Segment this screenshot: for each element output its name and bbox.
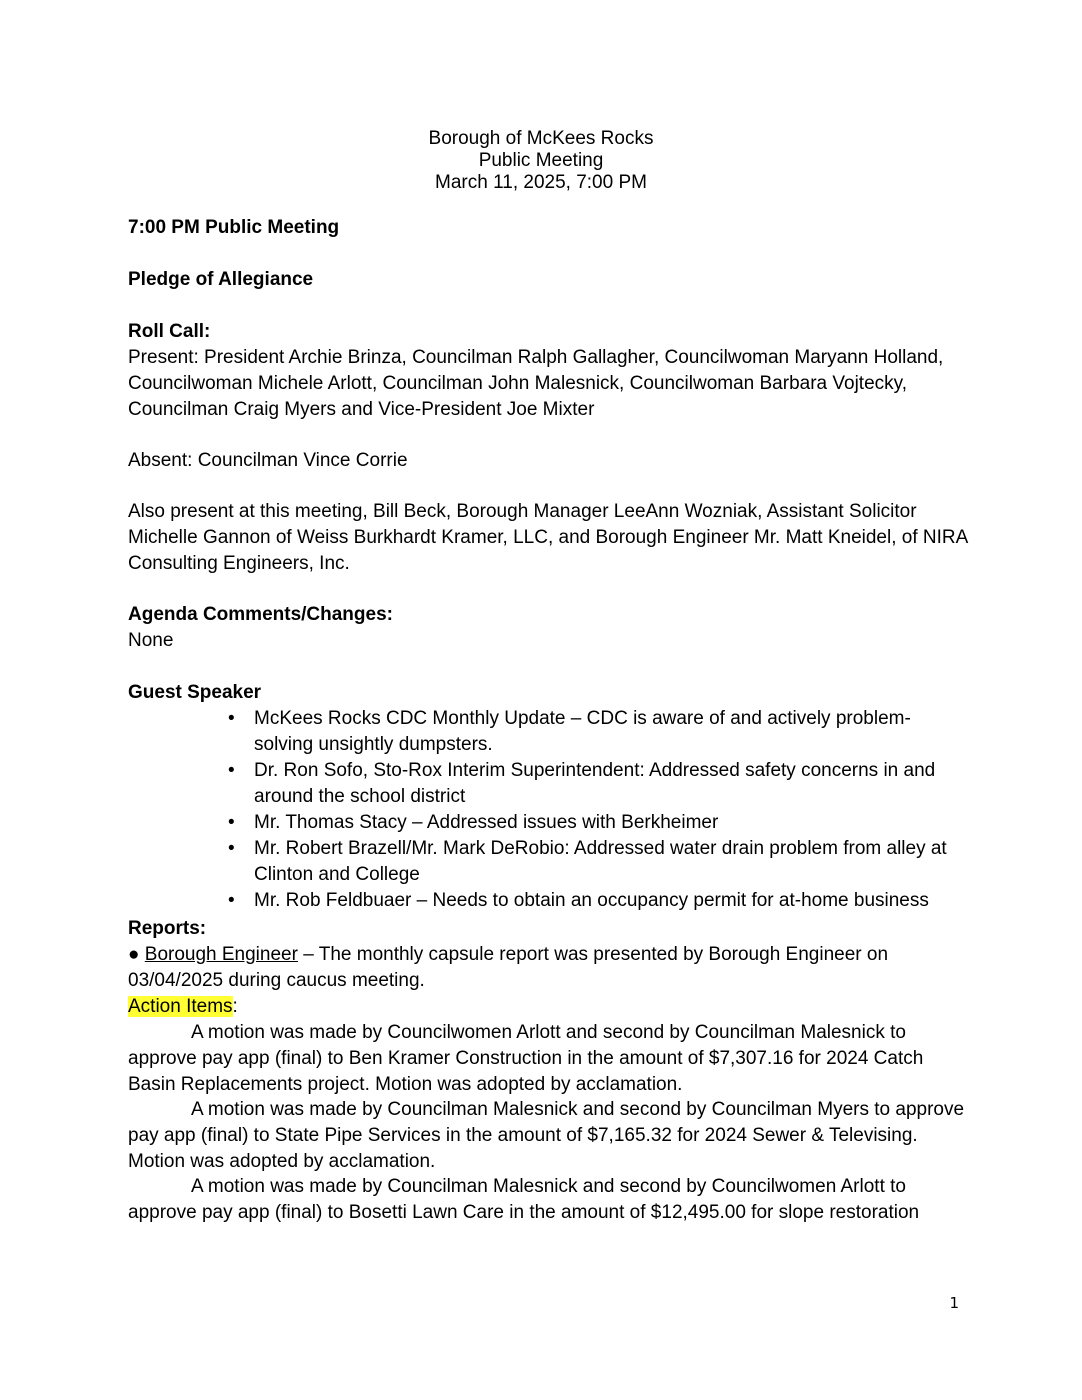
action-items-heading [128, 994, 968, 1020]
meeting-type: Public Meeting [478, 150, 604, 171]
absent-members: Absent: Councilman Vince Corrie [128, 450, 408, 471]
document-header [0, 128, 1082, 194]
public-meeting-heading: 7:00 PM Public Meeting [128, 217, 340, 238]
pledge-heading: Pledge of Allegiance [128, 269, 314, 290]
agenda-heading: Agenda Comments/Changes: [128, 604, 393, 625]
motion-paragraph: A motion was made by Councilman Malesnick and second by Councilman Myers to approve pay app (final) to State Pipe Services in the amount of $7,165.32 for 2024 Sewer & Televising. Motion was adopted by acclamation. [128, 1099, 965, 1172]
list-item: • Mr. Rob Feldbuaer – Needs to obtain an occupancy permit for at-home business [228, 888, 968, 914]
report-bullet: ● [128, 944, 140, 965]
meeting-date: March 11, 2025, 7:00 PM [435, 172, 647, 193]
list-item: • McKees Rocks CDC Monthly Update – CDC is aware of and actively problem-solving unsightly dumpsters. [228, 706, 968, 758]
also-present: Also present at this meeting, Bill Beck, Borough Manager LeeAnn Wozniak, Assistant Solicitor Michelle Gannon of Weiss Burkhardt Kramer, LLC, and Borough Engineer Mr. Matt Kneidel, of NIRA Consulting Engineers, Inc. [128, 501, 968, 574]
action-items-colon: : [232, 996, 238, 1017]
borough-engineer-label: Borough Engineer [144, 944, 298, 965]
page-number: 1 [949, 1294, 959, 1312]
reports-heading: Reports: [128, 918, 207, 939]
list-item: • Mr. Thomas Stacy – Addressed issues with Berkheimer [228, 810, 968, 836]
agenda-value: None [128, 630, 174, 651]
borough-engineer-report [128, 942, 968, 994]
motion-paragraph: A motion was made by Councilwomen Arlott and second by Councilman Malesnick to approve pay app (final) to Ben Kramer Construction in the amount of $7,307.16 for 2024 Catch Basin Replacements project. Motion was adopted by acclamation. [128, 1022, 924, 1095]
guest-speaker-heading: Guest Speaker [128, 682, 262, 703]
borough-engineer-text: – The monthly capsule report was presented by Borough Engineer on 03/04/2025 during caucus meeting. [128, 944, 889, 991]
action-items-label: Action Items [128, 996, 233, 1017]
guest-speaker-list [228, 706, 968, 914]
present-members: Present: President Archie Brinza, Councilman Ralph Gallagher, Councilwoman Maryann Holland, Councilwoman Michele Arlott, Councilman John Malesnick, Councilwoman Barbara Vojtecky, Councilman Craig Myers and Vice-President Joe Mixter [128, 347, 944, 420]
list-item: • Dr. Ron Sofo, Sto-Rox Interim Superintendent: Addressed safety concerns in and around the school district [228, 758, 968, 810]
borough-name: Borough of McKees Rocks [428, 128, 654, 149]
list-item: • Mr. Robert Brazell/Mr. Mark DeRobio: Addressed water drain problem from alley at Clinton and College [228, 836, 968, 888]
motion-paragraph: A motion was made by Councilman Malesnick and second by Councilwomen Arlott to approve pay app (final) to Bosetti Lawn Care in the amount of $12,495.00 for slope restoration [128, 1176, 920, 1223]
roll-call-heading: Roll Call: [128, 321, 211, 342]
